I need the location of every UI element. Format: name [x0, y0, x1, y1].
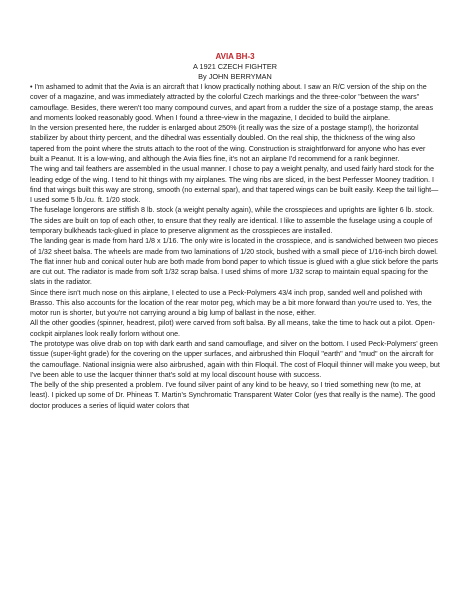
article-byline: By JOHN BERRYMAN [198, 72, 272, 81]
article [30, 52, 440, 411]
article-subtitle: A 1921 CZECH FIGHTER [193, 62, 277, 71]
article-title: AVIA BH-3 [215, 52, 255, 61]
paragraph-intro: • I'm ashamed to admit that the Avia is an aircraft that I know practically nothing about. I saw an R/C version of the ship on the cover of a magazine, and was immediately attracted by the colorful Czech markings and the three-color "between the wars" camouflage. Besides, there weren't too many compound curves, and apart from a rudder the size of a postage stamp, the areas and moments looked reasonably good. When I found a three-view in the magazine, I decided to build the airplane. [30, 83, 434, 122]
paragraph-goodies: All the other goodies (spinner, headrest, pilot) were carved from soft balsa. By all means, take the time to hack out a pilot. Open-cockpit airplanes look really forlorn without one. [30, 319, 435, 338]
paragraph-fuselage: The fuselage longerons are stiffish 8 lb. stock (a weight penalty again), while the crosspieces and uprights are lighter 6 lb. stock. The sides are built on top of each other, to ensure that they really are identical. I like to assemble the fuselage using a couple of temporary bulkheads tack-glued in place to preserve alignment as the crosspieces are installed. [30, 206, 434, 235]
paragraph-belly: The belly of the ship presented a problem. I've found silver paint of any kind to be heavy, so I tried something new (to me, at least). I picked up some of Dr. Phineas T. Martin's Synchromatic Transparent Water Color (yes that really is the name). The good doctor produces a series of liquid water colors that [30, 381, 436, 410]
paragraph-nose: Since there isn't much nose on this airplane, I elected to use a Peck-Polymers 43/4 inch prop, sanded well and polished with Brasso. This also accounts for the location of the rear motor peg, which may be a bit more forward than you're used to. Yes, the motor run is shorter, but you're not carrying around a big lump of ballast in the nose, either. [30, 288, 432, 318]
paragraph-landing-gear: The landing gear is made from hard 1/8 x 1/16. The only wire is located in the crosspiece, and is sandwiched between two pieces of 1/32 sheet balsa. The wheels are made from two laminations of 1/20 stock, bushed with a small piece of 1/16-inch birch dowel. The flat inner hub and conical outer hub are both made from bond paper to which tissue is glued with a glue stick before the parts are cut out. The radiator is made from soft 1/32 scrap balsa. I used shims of more 1/32 scrap to maintain equal spacing for the slats in the radiator. [30, 237, 439, 287]
paragraph-wing: The wing and tail feathers are assembled in the usual manner. I chose to pay a weight penalty, and used fairly hard stock for the leading edge of the wing. I tend to hit things with my airplanes. The wing ribs are sliced, in the best Perfesser Mooney tradition. I find that wings built this way are strong, smooth (no external spar), and that tapered wings can be built easily. Keep the tail light—I used some 5 lb./cu. ft. 1/20 stock. [30, 165, 439, 205]
paragraph-prototype: The prototype was olive drab on top with dark earth and sand camouflage, and silver on the bottom. I used Peck-Polymers' green tissue (super-light grade) for the covering on the upper surfaces, and airbrushed thin Floquil "earth" and "mud" on the aircraft for the camouflage. National insignia were also airbrushed, again with thin Floquil. The cost of Floquil thinner will make you weep, but I've been able to use the lacquer thinner that's sold at my local discount house with success. [30, 340, 440, 379]
paragraph-version: In the version presented here, the rudder is enlarged about 250% (it really was the size of a postage stamp!), the horizontal stabilizer by about thirty percent, and the dihedral was essentially doubled. On the real ship, the thickness of the wing also tapered from the point where the struts attach to the root of the wing. Construction is straightforward for anyone who has ever built a Peanut. It is a low-wing, and although the Avia flies fine, it's not an airplane I'd recommend for a rank beginner. [30, 124, 426, 163]
